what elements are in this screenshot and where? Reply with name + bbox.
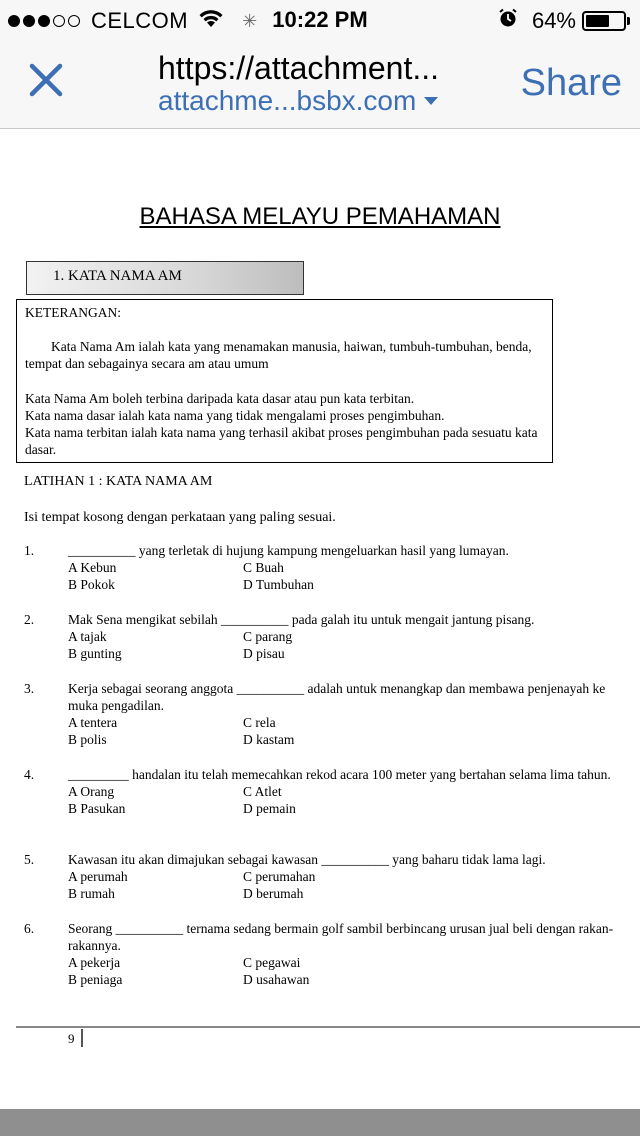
status-bar [0,0,640,40]
keterangan-paragraph: Kata Nama Am ialah kata yang menamakan manusia, haiwan, tumbuh-tumbuhan, benda, tempat dan sebagainya secara am atau umum [25,339,532,371]
question-stem: Kawasan itu akan dimajukan sebagai kawasan __________ yang baharu tidak lama lagi. [68,852,546,867]
answer-options [68,714,636,748]
option-c: C pegawai [243,955,301,970]
question-item [24,920,636,988]
battery-percentage: 64% [531,8,576,33]
question-number: 3. [24,681,35,696]
answer-options [68,868,636,902]
answer-options [68,783,636,817]
bottom-toolbar-edge [0,1109,640,1136]
option-b: B rumah [68,886,115,901]
share-button[interactable]: Share [520,62,622,104]
option-c: C rela [243,715,276,730]
keterangan-line: Kata nama terbitan ialah kata nama yang terhasil akibat proses pengimbuhan pada sesuatu kata dasar. [25,425,538,457]
option-a: A pekerja [68,955,121,970]
question-item [24,851,636,902]
question-number: 4. [24,767,35,782]
option-b: B Pasukan [68,801,126,816]
exercise-instruction: Isi tempat kosong dengan perkataan yang paling sesuai. [24,510,336,525]
question-number: 5. [24,852,35,867]
option-c: C Buah [243,560,284,575]
option-d: D usahawan [243,972,310,987]
page-number-divider [81,1029,83,1047]
document-page [0,129,640,1109]
option-b: B gunting [68,646,122,661]
question-number: 1. [24,543,35,558]
option-a: A Kebun [68,560,117,575]
question-stem: Kerja sebagai seorang anggota __________ adalah untuk menangkap dan membawa penjenayah ke muka pengadilan. [68,681,606,713]
exercise-heading: LATIHAN 1 : KATA NAMA AM [24,474,213,489]
page-url-title: https://attachment... [158,50,440,86]
answer-options [68,628,636,662]
question-number: 2. [24,612,35,627]
status-time: 10:22 PM [272,7,368,32]
loading-spinner-icon: ✳ [242,10,258,31]
battery-nub [627,17,630,25]
keterangan-line: Kata nama dasar ialah kata nama yang tidak mengalami proses pengimbuhan. [25,408,445,423]
option-a: A tajak [68,629,107,644]
question-stem: Seorang __________ ternama sedang bermain golf sambil berbincang urusan jual beli dengan rakan-rakannya. [68,921,614,953]
footer-divider [16,1026,640,1028]
option-b: B polis [68,732,107,747]
document-title: BAHASA MELAYU PEMAHAMAN [139,203,501,230]
option-a: A perumah [68,869,128,884]
keterangan-box [16,299,553,463]
keterangan-heading: KETERANGAN: [25,305,121,320]
battery-fill [586,15,609,27]
option-b: B peniaga [68,972,123,987]
close-icon [28,62,64,98]
browser-nav-bar [0,40,640,129]
option-d: D berumah [243,886,304,901]
question-item [24,542,636,593]
question-item [24,680,636,748]
status-right [498,8,630,34]
question-item [24,611,636,662]
answer-options [68,954,636,988]
address-display[interactable] [158,50,498,117]
carrier-name: CELCOM [91,8,189,33]
close-button[interactable] [28,62,68,102]
question-number: 6. [24,921,35,936]
alarm-clock-icon [498,8,518,34]
answer-options [68,559,636,593]
question-item [24,766,636,817]
option-c: C perumahan [243,869,316,884]
option-d: D kastam [243,732,295,747]
section-header: 1. KATA NAMA AM [26,261,304,295]
question-stem: Mak Sena mengikat sebilah __________ pada galah itu untuk mengait jantung pisang. [68,612,535,627]
chevron-down-icon [424,97,438,105]
keterangan-line: Kata Nama Am boleh terbina daripada kata dasar atau pun kata terbitan. [25,391,415,406]
option-d: D Tumbuhan [243,577,314,592]
option-b: B Pokok [68,577,115,592]
question-stem: _________ handalan itu telah memecahkan rekod acara 100 meter yang bertahan selama lima tahun. [68,767,611,782]
battery-icon [582,11,626,31]
option-d: D pisau [243,646,285,661]
option-c: C Atlet [243,784,282,799]
page-number: 9 [68,1031,75,1046]
option-a: A Orang [68,784,115,799]
url-host-text: attachme...bsbx.com [158,85,417,116]
option-c: C parang [243,629,293,644]
option-d: D pemain [243,801,296,816]
page-url-host[interactable] [158,85,498,117]
option-a: A tentera [68,715,118,730]
question-stem: __________ yang terletak di hujung kampung mengeluarkan hasil yang lumayan. [68,543,509,558]
